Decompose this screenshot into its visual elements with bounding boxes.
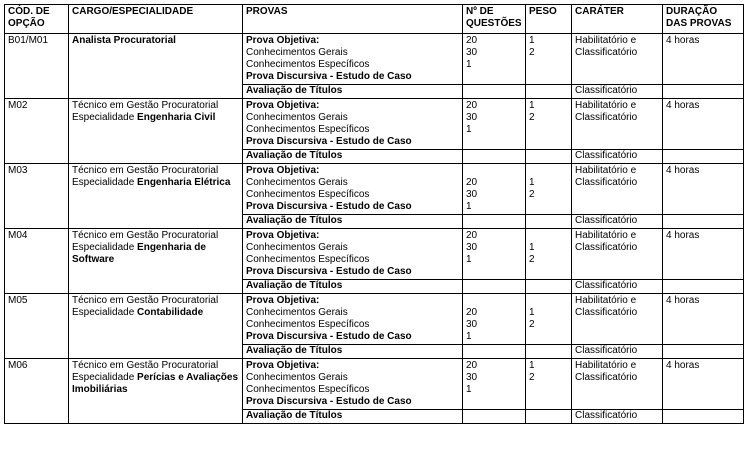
conhecimentos-especificos-label: Conhecimentos Específicos — [246, 189, 370, 200]
peso-gerais: 1 — [529, 242, 535, 253]
prova-objetiva-label: Prova Objetiva: — [246, 360, 320, 371]
questoes-cell — [463, 294, 526, 345]
peso-gerais: 1 — [529, 177, 535, 188]
questoes-especificos: 30 — [466, 242, 478, 253]
prova-objetiva-label: Prova Objetiva: — [246, 295, 320, 306]
questoes-especificos: 30 — [466, 372, 478, 383]
questoes-discursiva: 1 — [466, 59, 472, 70]
questoes-discursiva: 1 — [466, 254, 472, 265]
option-code: M05 — [5, 294, 69, 359]
empty-duracao — [663, 150, 744, 164]
questoes-gerais: 20 — [466, 230, 478, 241]
questoes-gerais: 20 — [466, 307, 478, 318]
provas-cell — [243, 229, 463, 280]
cargo-bold: Engenharia de Software — [72, 242, 206, 265]
avaliacao-titulos-label: Avaliação de Títulos — [243, 215, 463, 229]
questoes-cell — [463, 229, 526, 280]
carater-habilitatorio: Habilitatório e — [575, 360, 637, 371]
questoes-gerais: 20 — [466, 35, 478, 46]
peso-especificos: 2 — [529, 47, 535, 58]
header-peso: PESO — [526, 5, 572, 34]
prova-discursiva-label: Prova Discursiva - Estudo de Caso — [246, 396, 412, 407]
peso-cell — [526, 229, 572, 280]
questoes-discursiva: 1 — [466, 331, 472, 342]
table-row — [5, 34, 744, 85]
header-provas: PROVAS — [243, 5, 463, 34]
carater-cell — [572, 34, 663, 85]
peso-especificos: 2 — [529, 254, 535, 265]
peso-cell — [526, 99, 572, 150]
prova-discursiva-label: Prova Discursiva - Estudo de Caso — [246, 71, 412, 82]
carater-titulos: Classificatório — [572, 280, 663, 294]
peso-gerais: 1 — [529, 35, 535, 46]
avaliacao-titulos-label: Avaliação de Títulos — [243, 85, 463, 99]
provas-cell — [243, 294, 463, 345]
empty-questoes — [463, 280, 526, 294]
carater-titulos: Classificatório — [572, 410, 663, 424]
duracao-cell: 4 horas — [663, 294, 744, 345]
empty-peso — [526, 215, 572, 229]
prova-discursiva-label: Prova Discursiva - Estudo de Caso — [246, 201, 412, 212]
option-code: M04 — [5, 229, 69, 294]
empty-questoes — [463, 410, 526, 424]
empty-peso — [526, 280, 572, 294]
questoes-discursiva: 1 — [466, 201, 472, 212]
carater-cell — [572, 99, 663, 150]
carater-cell — [572, 294, 663, 345]
peso-especificos: 2 — [529, 319, 535, 330]
cargo-plain: Técnico em Gestão Procuratorial Especialidade — [72, 295, 219, 318]
header-cargo: CARGO/ESPECIALIDADE — [69, 5, 243, 34]
carater-habilitatorio: Habilitatório e — [575, 230, 637, 241]
questoes-discursiva: 1 — [466, 384, 472, 395]
prova-objetiva-label: Prova Objetiva: — [246, 35, 320, 46]
header-questoes: Nº DE QUESTÕES — [463, 5, 526, 34]
table-row — [5, 164, 744, 215]
carater-titulos: Classificatório — [572, 150, 663, 164]
carater-classificatorio: Classificatório — [575, 372, 638, 383]
duracao-cell: 4 horas — [663, 34, 744, 85]
cargo-cell — [69, 99, 243, 164]
cargo-plain: Técnico em Gestão Procuratorial Especialidade — [72, 100, 219, 123]
peso-gerais: 1 — [529, 360, 535, 371]
duracao-cell: 4 horas — [663, 164, 744, 215]
empty-peso — [526, 345, 572, 359]
conhecimentos-gerais-label: Conhecimentos Gerais — [246, 112, 348, 123]
conhecimentos-especificos-label: Conhecimentos Específicos — [246, 124, 370, 135]
empty-peso — [526, 85, 572, 99]
prova-discursiva-label: Prova Discursiva - Estudo de Caso — [246, 331, 412, 342]
carater-classificatorio: Classificatório — [575, 47, 638, 58]
empty-questoes — [463, 345, 526, 359]
questoes-especificos: 30 — [466, 112, 478, 123]
conhecimentos-gerais-label: Conhecimentos Gerais — [246, 242, 348, 253]
option-code: M06 — [5, 359, 69, 424]
questoes-cell — [463, 164, 526, 215]
prova-objetiva-label: Prova Objetiva: — [246, 100, 320, 111]
empty-duracao — [663, 410, 744, 424]
questoes-discursiva: 1 — [466, 124, 472, 135]
option-code: M03 — [5, 164, 69, 229]
provas-cell — [243, 99, 463, 150]
carater-habilitatorio: Habilitatório e — [575, 100, 637, 111]
provas-cell — [243, 359, 463, 410]
carater-habilitatorio: Habilitatório e — [575, 35, 637, 46]
cargo-plain: Técnico em Gestão Procuratorial Especialidade — [72, 360, 219, 383]
cargo-bold: Contabilidade — [137, 307, 204, 318]
table-header-row — [5, 5, 744, 34]
prova-discursiva-label: Prova Discursiva - Estudo de Caso — [246, 266, 412, 277]
exam-table-wrapper — [4, 4, 744, 424]
questoes-cell — [463, 99, 526, 150]
prova-objetiva-label: Prova Objetiva: — [246, 230, 320, 241]
questoes-gerais: 20 — [466, 100, 478, 111]
empty-peso — [526, 410, 572, 424]
provas-cell — [243, 164, 463, 215]
cargo-plain: Técnico em Gestão Procuratorial Especialidade — [72, 230, 219, 253]
conhecimentos-especificos-label: Conhecimentos Específicos — [246, 254, 370, 265]
carater-classificatorio: Classificatório — [575, 112, 638, 123]
empty-questoes — [463, 215, 526, 229]
empty-duracao — [663, 280, 744, 294]
carater-classificatorio: Classificatório — [575, 242, 638, 253]
cargo-bold: Engenharia Civil — [137, 112, 216, 123]
carater-cell — [572, 164, 663, 215]
avaliacao-titulos-label: Avaliação de Títulos — [243, 150, 463, 164]
questoes-especificos: 30 — [466, 319, 478, 330]
duracao-cell: 4 horas — [663, 229, 744, 280]
table-row — [5, 359, 744, 410]
carater-cell — [572, 229, 663, 280]
conhecimentos-gerais-label: Conhecimentos Gerais — [246, 307, 348, 318]
peso-gerais: 1 — [529, 100, 535, 111]
cargo-plain: Técnico em Gestão Procuratorial Especialidade — [72, 165, 219, 188]
carater-habilitatorio: Habilitatório e — [575, 295, 637, 306]
table-row — [5, 99, 744, 150]
questoes-cell — [463, 359, 526, 410]
peso-gerais: 1 — [529, 307, 535, 318]
conhecimentos-gerais-label: Conhecimentos Gerais — [246, 177, 348, 188]
duracao-cell: 4 horas — [663, 99, 744, 150]
peso-cell — [526, 294, 572, 345]
cargo-cell — [69, 34, 243, 99]
cargo-cell — [69, 229, 243, 294]
cargo-cell — [69, 164, 243, 229]
questoes-gerais: 20 — [466, 360, 478, 371]
conhecimentos-gerais-label: Conhecimentos Gerais — [246, 47, 348, 58]
cargo-cell — [69, 359, 243, 424]
questoes-gerais: 20 — [466, 177, 478, 188]
empty-peso — [526, 150, 572, 164]
prova-discursiva-label: Prova Discursiva - Estudo de Caso — [246, 136, 412, 147]
peso-especificos: 2 — [529, 112, 535, 123]
table-row — [5, 229, 744, 280]
questoes-cell — [463, 34, 526, 85]
conhecimentos-especificos-label: Conhecimentos Específicos — [246, 319, 370, 330]
avaliacao-titulos-label: Avaliação de Títulos — [243, 280, 463, 294]
cargo-bold: Analista Procuratorial — [72, 35, 176, 46]
peso-especificos: 2 — [529, 189, 535, 200]
cargo-bold: Engenharia Elétrica — [137, 177, 231, 188]
carater-titulos: Classificatório — [572, 215, 663, 229]
empty-questoes — [463, 150, 526, 164]
option-code: B01/M01 — [5, 34, 69, 99]
peso-cell — [526, 164, 572, 215]
option-code: M02 — [5, 99, 69, 164]
empty-duracao — [663, 85, 744, 99]
table-row — [5, 294, 744, 345]
conhecimentos-gerais-label: Conhecimentos Gerais — [246, 372, 348, 383]
empty-duracao — [663, 215, 744, 229]
cargo-bold: Perícias e Avaliações Imobiliárias — [72, 372, 239, 395]
carater-classificatorio: Classificatório — [575, 307, 638, 318]
carater-habilitatorio: Habilitatório e — [575, 165, 637, 176]
questoes-especificos: 30 — [466, 189, 478, 200]
conhecimentos-especificos-label: Conhecimentos Específicos — [246, 384, 370, 395]
exam-table — [4, 4, 744, 424]
table-body — [5, 34, 744, 424]
carater-titulos: Classificatório — [572, 345, 663, 359]
carater-cell — [572, 359, 663, 410]
peso-cell — [526, 34, 572, 85]
provas-cell — [243, 34, 463, 85]
header-cod: CÓD. DE OPÇÃO — [5, 5, 69, 34]
prova-objetiva-label: Prova Objetiva: — [246, 165, 320, 176]
duracao-cell: 4 horas — [663, 359, 744, 410]
header-carater: CARÁTER — [572, 5, 663, 34]
conhecimentos-especificos-label: Conhecimentos Específicos — [246, 59, 370, 70]
empty-duracao — [663, 345, 744, 359]
avaliacao-titulos-label: Avaliação de Títulos — [243, 410, 463, 424]
cargo-cell — [69, 294, 243, 359]
questoes-especificos: 30 — [466, 47, 478, 58]
peso-cell — [526, 359, 572, 410]
avaliacao-titulos-label: Avaliação de Títulos — [243, 345, 463, 359]
peso-especificos: 2 — [529, 372, 535, 383]
carater-titulos: Classificatório — [572, 85, 663, 99]
header-duracao: DURAÇÃO DAS PROVAS — [663, 5, 744, 34]
empty-questoes — [463, 85, 526, 99]
carater-classificatorio: Classificatório — [575, 177, 638, 188]
